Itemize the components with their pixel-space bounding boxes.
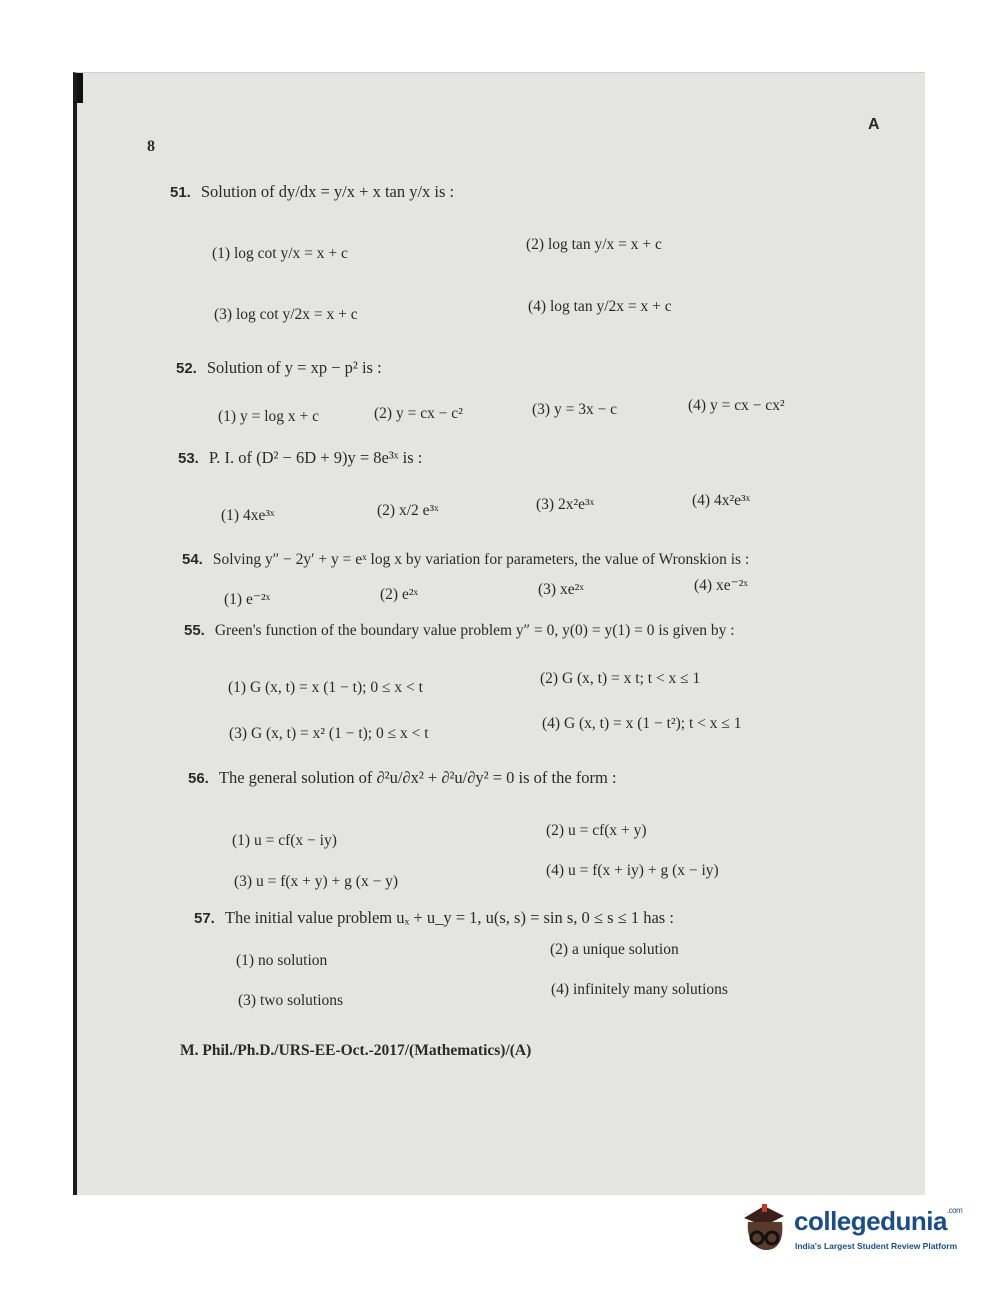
option: (2) a unique solution [550, 941, 679, 958]
option: (2) G (x, t) = x t; t < x ≤ 1 [540, 670, 701, 687]
option: (1) u = cf(x − iy) [232, 832, 337, 849]
question-number: 52. [176, 360, 197, 377]
option: (3) xe²ˣ [538, 581, 584, 598]
option: (4) xe⁻²ˣ [694, 577, 748, 594]
question-text: P. I. of (D² − 6D + 9)y = 8e³ˣ is : [208, 448, 423, 467]
question-number: 56. [188, 770, 209, 787]
question-text: Solving y″ − 2y′ + y = eˣ log x by variation for parameters, the value of Wronskion is : [212, 551, 750, 568]
option: (3) u = f(x + y) + g (x − y) [234, 873, 399, 890]
logo-wordmark [794, 1206, 962, 1237]
option: (1) 4xe³ˣ [221, 507, 275, 524]
question-number: 54. [182, 551, 203, 568]
question-52 [176, 358, 382, 378]
question-text: The general solution of ∂²u/∂x² + ∂²u/∂y² = 0 is of the form : [218, 768, 617, 787]
question-56 [188, 768, 617, 788]
student-mascot-icon [738, 1200, 792, 1256]
option: (2) log tan y/x = x + c [526, 236, 662, 253]
logo-tagline: India's Largest Student Review Platform [795, 1241, 958, 1251]
question-51 [170, 182, 454, 202]
question-number: 55. [184, 622, 205, 639]
question-57 [194, 908, 674, 928]
logo-suffix: .com [946, 1206, 963, 1215]
booklet-code: A [868, 116, 880, 133]
option: (1) G (x, t) = x (1 − t); 0 ≤ x < t [228, 679, 423, 696]
option: (4) y = cx − cx² [688, 397, 785, 414]
option: (2) x/2 e³ˣ [377, 502, 439, 519]
question-text: Solution of dy/dx = y/x + x tan y/x is : [200, 182, 455, 201]
logo-name: collegedunia [794, 1206, 947, 1236]
option: (2) y = cx − c² [374, 405, 463, 422]
option: (1) no solution [236, 952, 328, 969]
option: (1) y = log x + c [218, 408, 319, 425]
option: (4) u = f(x + iy) + g (x − iy) [546, 862, 719, 879]
option: (2) e²ˣ [380, 586, 418, 603]
option: (1) log cot y/x = x + c [212, 245, 348, 262]
question-text: The initial value problem uₓ + u_y = 1, u(s, s) = sin s, 0 ≤ s ≤ 1 has : [224, 908, 674, 927]
page-edge [77, 73, 83, 103]
question-number: 53. [178, 450, 199, 467]
option: (2) u = cf(x + y) [546, 822, 647, 839]
option: (1) e⁻²ˣ [224, 591, 271, 608]
option: (4) G (x, t) = x (1 − t²); t < x ≤ 1 [542, 715, 742, 732]
page-number: 8 [147, 138, 155, 155]
question-53 [178, 448, 422, 468]
question-number: 57. [194, 910, 215, 927]
option: (3) two solutions [238, 992, 344, 1009]
question-number: 51. [170, 184, 191, 201]
question-text: Green's function of the boundary value problem y″ = 0, y(0) = y(1) = 0 is given by : [214, 622, 735, 639]
option: (4) 4x²e³ˣ [692, 492, 751, 509]
question-54 [182, 551, 749, 569]
option: (3) 2x²e³ˣ [536, 496, 595, 513]
option: (3) log cot y/2x = x + c [214, 306, 358, 323]
question-text: Solution of y = xp − p² is : [206, 358, 382, 377]
collegedunia-logo [738, 1200, 968, 1260]
paper-footer: M. Phil./Ph.D./URS-EE-Oct.-2017/(Mathematics)/(A) [180, 1042, 532, 1059]
option: (3) G (x, t) = x² (1 − t); 0 ≤ x < t [229, 725, 429, 742]
option: (4) infinitely many solutions [551, 981, 728, 998]
option: (4) log tan y/2x = x + c [528, 298, 672, 315]
option: (3) y = 3x − c [532, 401, 618, 418]
question-55 [184, 622, 735, 640]
